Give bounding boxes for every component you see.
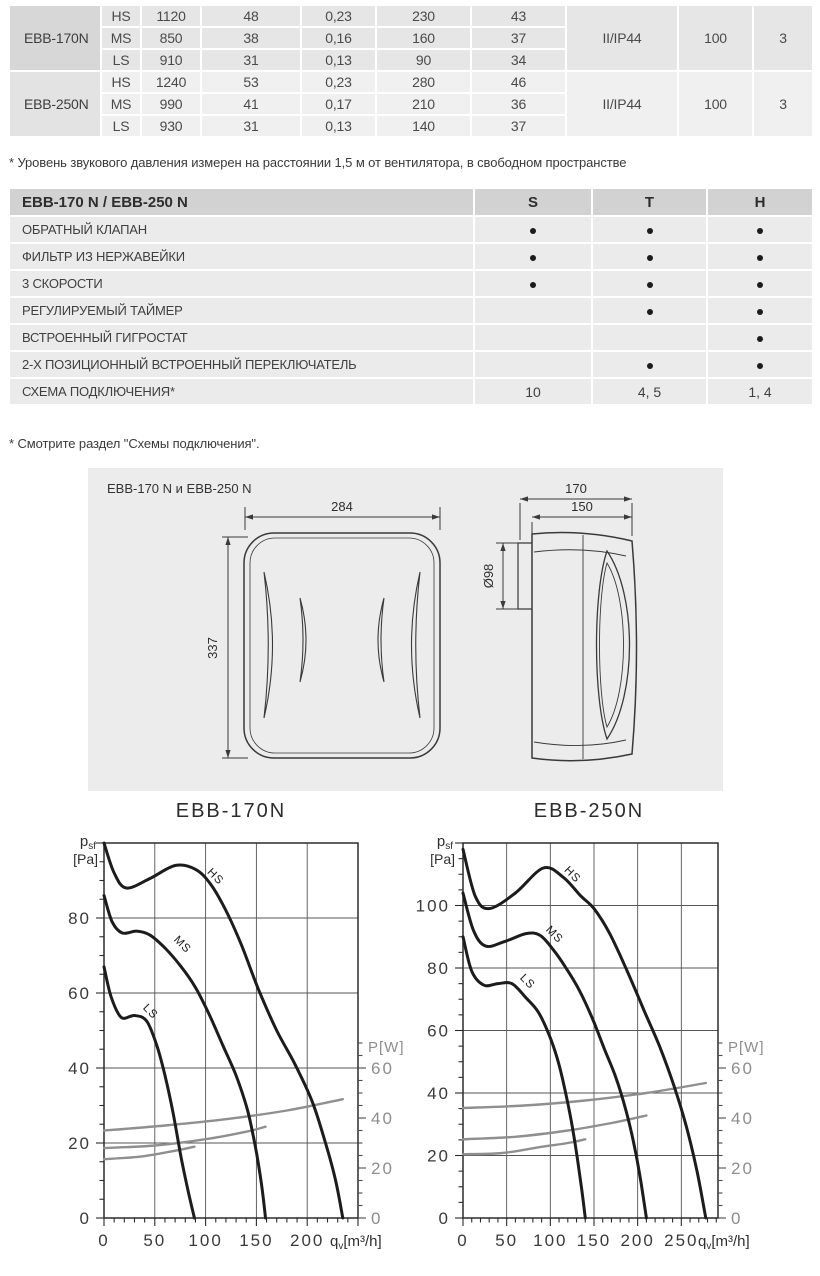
spec-cell: HS: [101, 5, 141, 27]
svg-text:qv[m³/h]: $q_v[m^3/h]$: [698, 1233, 750, 1252]
svg-text:MS: MS: [171, 933, 194, 956]
svg-text:150: 150: [571, 499, 593, 514]
svg-text:HS: HS: [561, 864, 583, 886]
spec-cell: 43: [471, 5, 566, 27]
svg-text:20: 20: [731, 1159, 754, 1178]
svg-text:psf: $p_{sf}$: [79, 833, 96, 852]
svg-text:0: 0: [731, 1209, 743, 1228]
spec-cell: 140: [376, 115, 471, 137]
svg-text:[Pa]: [Pa]: [73, 851, 98, 867]
spec-cell: LS: [101, 115, 141, 137]
svg-text:150: 150: [576, 1231, 612, 1250]
feature-value-cell: 10: [474, 378, 592, 405]
svg-text:40: 40: [427, 1084, 450, 1103]
spec-cell: 31: [201, 49, 301, 71]
svg-text:MS: MS: [543, 923, 566, 946]
svg-text:170: 170: [565, 481, 587, 496]
spec-cell: MS: [101, 93, 141, 115]
spec-cell: HS: [101, 71, 141, 93]
svg-text:EBB-250N: EBB-250N: [533, 800, 645, 822]
fan-dimension-drawing: [205, 481, 637, 761]
footnote-sound-level: * Уровень звукового давления измерен на расстоянии 1,5 м от вентилятора, в свободном пространстве: [9, 155, 627, 170]
spec-cell: EBB-250N: [9, 71, 101, 137]
spec-cell: LS: [101, 49, 141, 71]
svg-text:psf: $p_{sf}$: [436, 833, 453, 852]
spec-cell: 37: [471, 27, 566, 49]
svg-text:20: 20: [68, 1134, 91, 1153]
spec-cell: 48: [201, 5, 301, 27]
feature-label: ФИЛЬТР ИЗ НЕРЖАВЕЙКИ: [9, 243, 474, 270]
spec-cell: 46: [471, 71, 566, 93]
svg-text:qv[m³/h]: $q_v[m^3/h]$: [330, 1233, 382, 1252]
svg-text:LS: LS: [517, 971, 538, 992]
features-col-H: H: [707, 188, 813, 216]
svg-text:[Pa]: [Pa]: [430, 851, 455, 867]
spec-cell: 3: [753, 5, 813, 71]
features-title: EBB-170 N / EBB-250 N: [9, 188, 474, 216]
feature-value-cell: 1, 4: [707, 378, 813, 405]
power-curve-HS: [463, 1083, 706, 1108]
pressure-curve-HS: [463, 849, 706, 1218]
spec-cell: II/IP44: [566, 5, 678, 71]
spec-cell: 1240: [141, 71, 201, 93]
svg-text:40: 40: [371, 1108, 394, 1128]
svg-text:20: 20: [427, 1146, 450, 1166]
svg-text:250: 250: [664, 1231, 699, 1250]
svg-text:0: 0: [371, 1209, 383, 1228]
svg-text:80: 80: [427, 959, 450, 978]
features-col-T: T: [592, 188, 707, 216]
spec-cell: MS: [101, 27, 141, 49]
power-curve-LS: [463, 1139, 585, 1154]
svg-text:337: 337: [205, 637, 220, 659]
spec-cell: 850: [141, 27, 201, 49]
spec-cell: 0,23: [301, 5, 376, 27]
features-col-S: S: [474, 188, 592, 216]
spec-cell: 280: [376, 71, 471, 93]
power-curve-MS: [104, 1127, 266, 1148]
drawing-title: EBB-170 N и EBB-250 N: [107, 481, 252, 496]
svg-text:50: 50: [495, 1231, 519, 1250]
feature-label: РЕГУЛИРУЕМЫЙ ТАЙМЕР: [9, 297, 474, 324]
spec-cell: 0,17: [301, 93, 376, 115]
feature-value-cell: 4, 5: [592, 378, 707, 405]
svg-text:0: 0: [98, 1231, 110, 1250]
spec-cell: 210: [376, 93, 471, 115]
spec-cell: 160: [376, 27, 471, 49]
svg-text:150: 150: [239, 1231, 274, 1250]
svg-text:40: 40: [731, 1109, 754, 1128]
spec-cell: 910: [141, 49, 201, 71]
spec-cell: 36: [471, 93, 566, 115]
spec-cell: 31: [201, 115, 301, 137]
svg-text:EBB-170N: EBB-170N: [175, 800, 287, 822]
spec-cell: 230: [376, 5, 471, 27]
svg-text:HS: HS: [204, 866, 226, 888]
feature-label: 3 СКОРОСТИ: [9, 270, 474, 297]
spec-cell: 100: [678, 71, 753, 137]
footnote-wiring-schemes: * Смотрите раздел "Схемы подключения".: [9, 436, 260, 451]
spec-cell: 34: [471, 49, 566, 71]
svg-text:Ø98: Ø98: [481, 563, 496, 589]
svg-text:40: 40: [68, 1059, 91, 1078]
spec-cell: 37: [471, 115, 566, 137]
spec-cell: 41: [201, 93, 301, 115]
svg-text:60: 60: [68, 984, 91, 1003]
spec-cell: 1120: [141, 5, 201, 27]
svg-text:100: 100: [415, 896, 450, 916]
svg-text:20: 20: [371, 1158, 394, 1178]
svg-text:60: 60: [371, 1058, 394, 1078]
svg-text:0: 0: [457, 1231, 469, 1250]
svg-text:60: 60: [427, 1021, 450, 1041]
spec-cell: 3: [753, 71, 813, 137]
feature-label: ВСТРОЕННЫЙ ГИГРОСТАТ: [9, 324, 474, 351]
power-curve-MS: [463, 1116, 646, 1140]
svg-text:50: 50: [143, 1231, 167, 1250]
svg-text:0: 0: [79, 1209, 91, 1228]
spec-cell: 930: [141, 115, 201, 137]
svg-text:LS: LS: [140, 1001, 161, 1022]
spec-cell: 38: [201, 27, 301, 49]
svg-text:60: 60: [731, 1059, 754, 1078]
svg-text:80: 80: [68, 909, 91, 928]
spec-cell: EBB-170N: [9, 5, 101, 71]
spec-cell: 990: [141, 93, 201, 115]
svg-text:100: 100: [533, 1231, 568, 1250]
svg-text:200: 200: [620, 1231, 655, 1250]
chart-EBB-250N: [416, 800, 765, 1252]
chart-EBB-170N: [68, 800, 404, 1252]
svg-text:0: 0: [438, 1209, 450, 1228]
svg-text:200: 200: [290, 1231, 325, 1250]
feature-label: СХЕМА ПОДКЛЮЧЕНИЯ*: [9, 378, 474, 405]
feature-label: ОБРАТНЫЙ КЛАПАН: [9, 216, 474, 243]
spec-cell: 0,13: [301, 115, 376, 137]
svg-text:P[W]: P[W]: [368, 1039, 405, 1056]
feature-label: 2-Х ПОЗИЦИОННЫЙ ВСТРОЕННЫЙ ПЕРЕКЛЮЧАТЕЛЬ: [9, 351, 474, 378]
spec-cell: 90: [376, 49, 471, 71]
spec-cell: 0,23: [301, 71, 376, 93]
spec-cell: II/IP44: [566, 71, 678, 137]
spec-cell: 100: [678, 5, 753, 71]
svg-text:100: 100: [188, 1231, 223, 1250]
svg-text:P[W]: P[W]: [728, 1039, 765, 1056]
svg-text:284: 284: [331, 499, 353, 514]
spec-cell: 0,13: [301, 49, 376, 71]
spec-cell: 53: [201, 71, 301, 93]
spec-cell: 0,16: [301, 27, 376, 49]
